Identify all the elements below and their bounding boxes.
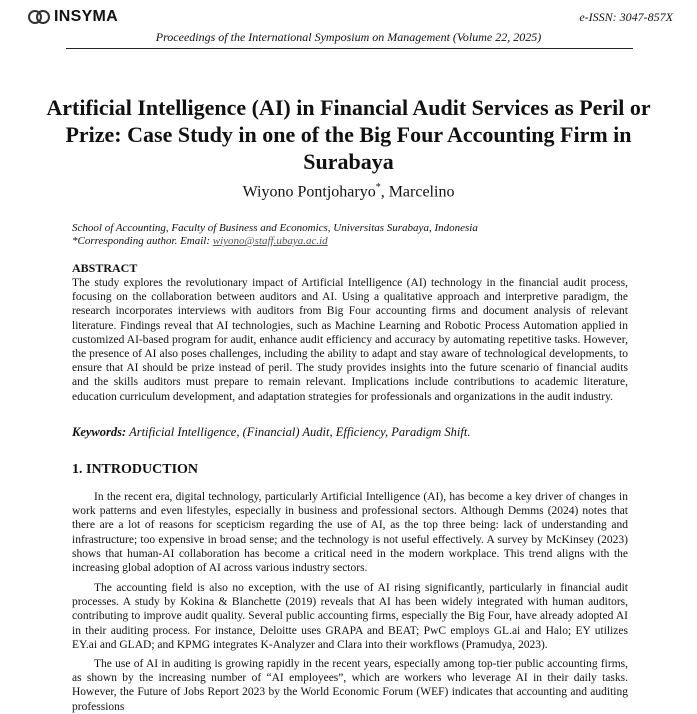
paper-title: Artificial Intelligence (AI) in Financial Audit Services as Peril or Prize: Case Study in one of the Big Four Accounting Firm in Surabaya xyxy=(46,95,651,174)
journal-logo xyxy=(28,8,118,26)
body-paragraph: The use of AI in auditing is growing rapidly in the recent years, especially among top-tier public accounting firms, as shown by the increasing number of “AI employees”, which are workers who leverage AI in their daily tasks. However, the Future of Jobs Report 2023 by the World Economic Forum (WEF) indicates that accounting and auditing professions xyxy=(72,658,628,713)
body-paragraph: The accounting field is also no exception, with the use of AI rising significantly, particularly in financial audit processes. A study by Kokina & Blanchette (2019) reveals that AI has been widely integrated with human auditors, contributing to improve audit quality. Several public accounting firms, especially the Big Four, have already adopted AI in their auditing process. For instance, Deloitte uses GRAPA and BEAT; PwC employs GL.ai and Halo; EY utilizes EY.ai and GLAD; and KPMG integrates K-Analyzer and Clara into their workflows (Pramudya, 2023). xyxy=(72,582,628,651)
section-heading: 1. INTRODUCTION xyxy=(72,462,199,477)
keywords-text: Artificial Intelligence, (Financial) Audit, Efficiency, Paradigm Shift. xyxy=(129,425,471,439)
author-name: Marcelino xyxy=(388,183,455,201)
corresponding-label: *Corresponding author. Email: xyxy=(72,235,213,247)
header-divider xyxy=(66,48,633,49)
proceedings-line: Proceedings of the International Symposium on Management (Volume 22, 2025) xyxy=(155,30,542,44)
abstract-heading: ABSTRACT xyxy=(72,261,138,275)
corresponding-author xyxy=(72,235,632,248)
affiliation-block xyxy=(72,222,632,248)
author-name: Wiyono Pontjoharyo xyxy=(242,183,376,201)
issn: e-ISSN: 3047-857X xyxy=(579,10,673,24)
author-separator: , xyxy=(380,183,389,201)
corresponding-mark: * xyxy=(375,182,381,193)
abstract-text: The study explores the revolutionary impact of Artificial Intelligence (AI) technology in the financial audit process, focusing on the collaboration between auditors and AI. Using a qualitative approach and interpretive paradigm, the research incorporates interviews with auditors from Big Four accounting firms and document analysis of relevant literature. Findings reveal that AI technologies, such as Machine Learning and Robotic Process Automation applied in customized AI-based program for audit, enhance audit efficiency and accuracy by automating repetitive tasks. However, the presence of AI also poses challenges, including the ability to adapt and stay aware of technological developments, to ensure that AI should be prize instead of peril. The study provides insights into the future scenario of financial audits and the skills auditors must prepare to remain relevant. Implications include contributions to academic literature, education curriculum development, and adaptation strategies for professionals and organizations in the audit industry. xyxy=(72,277,628,403)
logo-text: INSYMA xyxy=(54,8,119,25)
page-header xyxy=(0,0,697,60)
body-paragraph: In the recent era, digital technology, particularly Artificial Intelligence (AI), has become a key driver of changes in work patterns and even lifestyles, especially in business and professional sectors. Although Demms (2024) notes that there are a lot of reasons for scepticism regarding the use of AI, as the top three being: lack of understanding and infrastructure; too expensive in broad sense; and the technology is not useful effectively. A survey by McKinsey (2023) shows that human-AI collaboration has become a critical need in the modern workplace. This trend aligns with the increasing global adoption of AI across various industry sectors. xyxy=(72,491,628,575)
keywords-line xyxy=(72,425,628,440)
author-line xyxy=(0,182,697,201)
email-link[interactable]: wiyono@staff.ubaya.ac.id xyxy=(212,235,328,247)
keywords-label: Keywords: xyxy=(72,425,127,439)
insyma-logo-icon xyxy=(28,8,50,26)
affiliation: School of Accounting, Faculty of Business and Economics, Universitas Surabaya, Indonesia xyxy=(72,222,478,234)
